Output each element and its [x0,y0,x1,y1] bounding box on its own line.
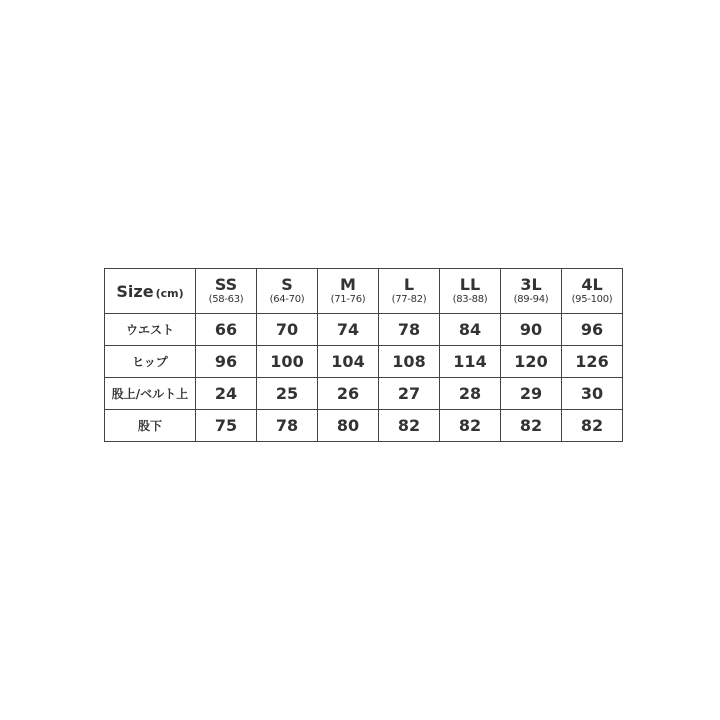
table-row [105,314,623,346]
measurement-cell: 82 [440,410,501,442]
size-name: 4L [581,275,603,294]
measurement-cell: 120 [501,346,562,378]
size-range: (58-63) [208,294,244,305]
row-label: ヒップ [105,346,196,378]
size-name: LL [459,275,481,294]
size-name: M [340,275,356,294]
measurement-cell: 25 [257,378,318,410]
measurement-cell: 74 [318,314,379,346]
measurement-cell: 108 [379,346,440,378]
size-column-header [562,269,623,314]
measurement-cell: 82 [562,410,623,442]
size-range: (64-70) [269,294,305,305]
size-range: (71-76) [330,294,366,305]
measurement-cell: 26 [318,378,379,410]
size-name: SS [214,275,238,294]
measurement-cell: 96 [562,314,623,346]
row-label: 股下 [105,410,196,442]
table-row [105,346,623,378]
measurement-cell: 82 [379,410,440,442]
measurement-cell: 104 [318,346,379,378]
measurement-cell: 75 [196,410,257,442]
size-name: 3L [520,275,542,294]
measurement-cell: 27 [379,378,440,410]
measurement-cell: 24 [196,378,257,410]
size-range: (89-94) [513,294,549,305]
size-name: L [403,275,415,294]
size-name: S [281,275,293,294]
size-range: (77-82) [391,294,427,305]
measurement-cell: 84 [440,314,501,346]
measurement-cell: 78 [379,314,440,346]
measurement-cell: 66 [196,314,257,346]
size-column-header [257,269,318,314]
measurement-cell: 90 [501,314,562,346]
table-row [105,410,623,442]
measurement-cell: 96 [196,346,257,378]
measurement-cell: 70 [257,314,318,346]
size-range: (95-100) [571,294,613,305]
size-column-header [379,269,440,314]
size-chart-table [104,268,623,442]
measurement-cell: 80 [318,410,379,442]
size-column-header [440,269,501,314]
measurement-cell: 29 [501,378,562,410]
measurement-cell: 82 [501,410,562,442]
measurement-cell: 114 [440,346,501,378]
size-corner-cell [105,269,196,314]
size-range: (83-88) [452,294,488,305]
size-column-header [196,269,257,314]
row-label: ウエスト [105,314,196,346]
table-row [105,378,623,410]
measurement-cell: 30 [562,378,623,410]
size-header-row [105,269,623,314]
size-column-header [318,269,379,314]
measurement-cell: 78 [257,410,318,442]
size-corner-unit: (cm) [155,286,184,300]
measurement-cell: 28 [440,378,501,410]
size-corner-label: Size [116,281,154,301]
row-label: 股上/ベルト上 [105,378,196,410]
measurement-cell: 126 [562,346,623,378]
size-column-header [501,269,562,314]
measurement-cell: 100 [257,346,318,378]
